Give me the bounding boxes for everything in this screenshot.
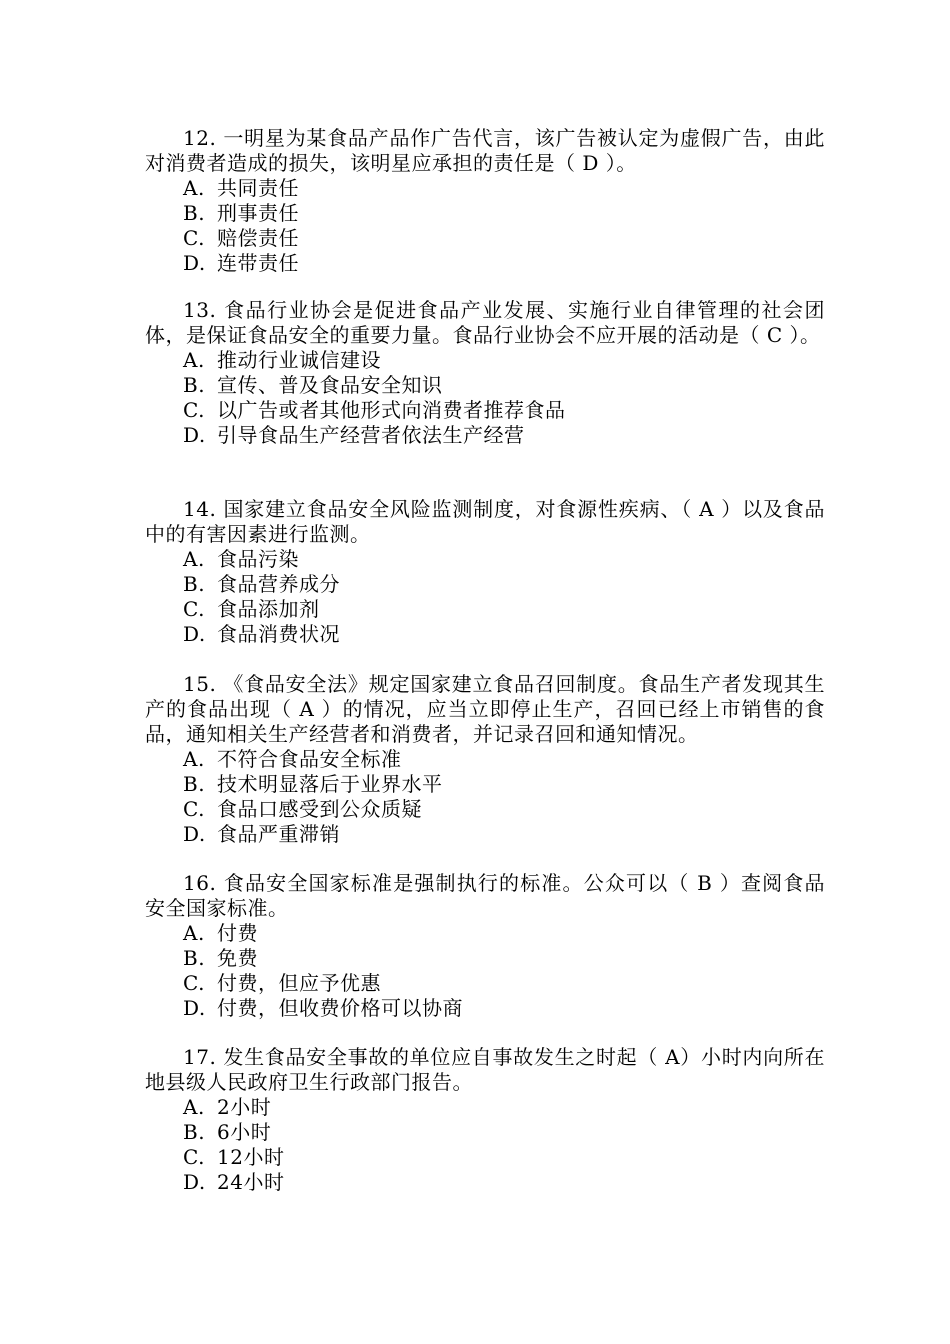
- option-list: [145, 921, 825, 1021]
- option-list: [145, 1095, 825, 1195]
- option-c: C. 付费，但应予优惠: [183, 971, 381, 995]
- option-c: C. 食品口感受到公众质疑: [183, 797, 422, 821]
- option-b: B. 食品营养成分: [183, 572, 340, 596]
- question-17: [145, 1045, 825, 1195]
- option-c: C. 以广告或者其他形式向消费者推荐食品: [183, 398, 566, 422]
- option-b: B. 技术明显落后于业界水平: [183, 772, 443, 796]
- option-b: B. 刑事责任: [183, 201, 299, 225]
- option-a: A. 推动行业诚信建设: [183, 348, 381, 372]
- option-d: D. 食品严重滞销: [183, 822, 340, 846]
- question-12: [145, 126, 825, 276]
- option-c: C. 赔偿责任: [183, 226, 299, 250]
- option-c: C. 食品添加剂: [183, 597, 320, 621]
- question-14: [145, 497, 825, 647]
- question-stem: 13. 食品行业协会是促进食品产业发展、实施行业自律管理的社会团体，是保证食品安全的重要力量。食品行业协会不应开展的活动是（ C ）。: [145, 298, 825, 347]
- question-15: [145, 672, 825, 847]
- option-d: D. 连带责任: [183, 251, 299, 275]
- option-b: B. 6小时: [183, 1120, 272, 1144]
- option-a: A. 不符合食品安全标准: [183, 747, 402, 771]
- question-stem: 14. 国家建立食品安全风险监测制度，对食源性疾病、（ A ）以及食品中的有害因素进行监测。: [145, 497, 825, 546]
- question-stem: 17. 发生食品安全事故的单位应自事故发生之时起（ A）小时内向所在地县级人民政府卫生行政部门报告。: [145, 1045, 825, 1094]
- option-d: D. 引导食品生产经营者依法生产经营: [183, 423, 525, 447]
- question-stem: 15. 《食品安全法》规定国家建立食品召回制度。食品生产者发现其生产的食品出现（ A ）的情况，应当立即停止生产，召回已经上市销售的食品，通知相关生产经营者和消费者，并记录召回和通知情况。: [145, 672, 825, 746]
- option-d: D. 24小时: [183, 1170, 285, 1194]
- question-13: [145, 298, 825, 448]
- question-stem: 12. 一明星为某食品产品作广告代言，该广告被认定为虚假广告，由此对消费者造成的损失，该明星应承担的责任是（ D ）。: [145, 126, 825, 175]
- option-c: C. 12小时: [183, 1145, 285, 1169]
- option-list: [145, 176, 825, 276]
- option-a: A. 付费: [183, 921, 258, 945]
- option-d: D. 食品消费状况: [183, 622, 340, 646]
- option-a: A. 共同责任: [183, 176, 299, 200]
- option-b: B. 免费: [183, 946, 258, 970]
- option-b: B. 宣传、普及食品安全知识: [183, 373, 443, 397]
- option-a: A. 2小时: [183, 1095, 272, 1119]
- option-list: [145, 547, 825, 647]
- option-d: D. 付费，但收费价格可以协商: [183, 996, 463, 1020]
- option-list: [145, 348, 825, 448]
- question-16: [145, 871, 825, 1021]
- question-stem: 16. 食品安全国家标准是强制执行的标准。公众可以（ B ）查阅食品安全国家标准。: [145, 871, 825, 920]
- option-a: A. 食品污染: [183, 547, 299, 571]
- option-list: [145, 747, 825, 847]
